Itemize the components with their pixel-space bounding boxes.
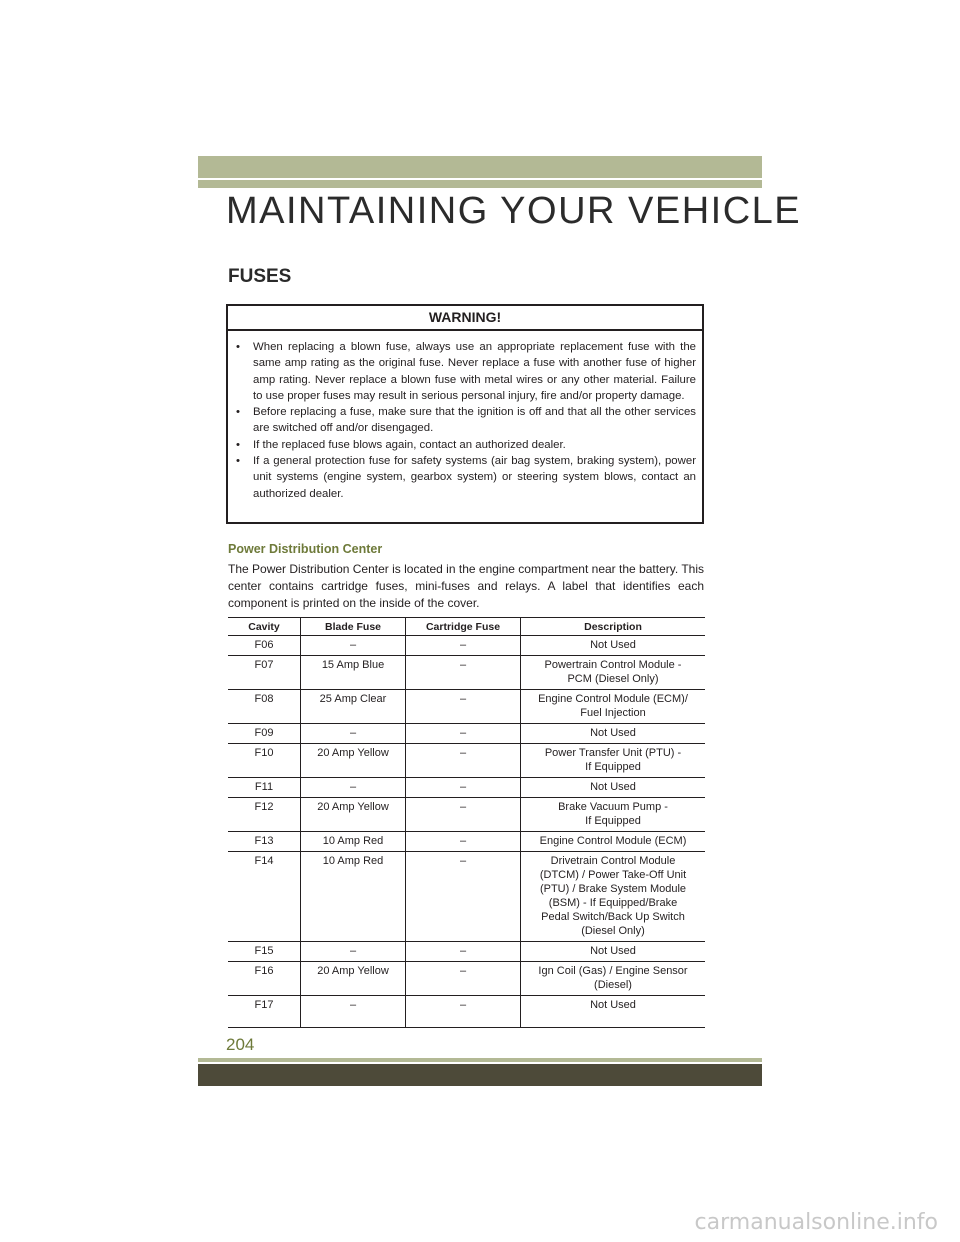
table-row: [228, 690, 705, 724]
cell-description: Engine Control Module (ECM): [521, 832, 706, 852]
cell-description: Not Used: [521, 724, 706, 744]
table-row: [228, 942, 705, 962]
cell-blade-fuse: 20 Amp Yellow: [301, 962, 406, 996]
cell-cavity: F07: [228, 656, 301, 690]
cell-cartridge-fuse: –: [406, 962, 521, 996]
watermark: carmanualsonline.info: [694, 1210, 938, 1235]
footer-band-thin: [198, 1058, 762, 1062]
cell-blade-fuse: 10 Amp Red: [301, 852, 406, 942]
cell-cartridge-fuse: –: [406, 778, 521, 798]
cell-blade-fuse: 15 Amp Blue: [301, 656, 406, 690]
bullet-icon: •: [236, 438, 240, 451]
table-row: [228, 832, 705, 852]
cell-blade-fuse: 25 Amp Clear: [301, 690, 406, 724]
cell-cavity: F11: [228, 778, 301, 798]
cell-description: Powertrain Control Module - PCM (Diesel Only): [521, 656, 706, 690]
cell-cartridge-fuse: –: [406, 852, 521, 942]
table-header-row: [228, 618, 705, 636]
intro-paragraph: The Power Distribution Center is located in the engine compartment near the battery. This center contains cartridge fuses, mini-fuses and relays. A label that identifies each component is printed on the inside of the cover.: [228, 562, 704, 610]
table-row: [228, 724, 705, 744]
column-header-blade-fuse: Blade Fuse: [301, 618, 406, 636]
column-header-cavity: Cavity: [228, 618, 301, 636]
cell-description: Not Used: [521, 636, 706, 656]
page-number: 204: [226, 1035, 255, 1054]
cell-cavity: F06: [228, 636, 301, 656]
cell-blade-fuse: –: [301, 636, 406, 656]
cell-cavity: F10: [228, 744, 301, 778]
bullet-icon: •: [236, 406, 240, 419]
cell-description: Not Used: [521, 778, 706, 798]
cell-cavity: F12: [228, 798, 301, 832]
table-row: [228, 798, 705, 832]
cell-description: Not Used: [521, 942, 706, 962]
cell-cartridge-fuse: –: [406, 636, 521, 656]
cell-blade-fuse: –: [301, 724, 406, 744]
column-header-cartridge-fuse: Cartridge Fuse: [406, 618, 521, 636]
cell-description: Not Used: [521, 996, 706, 1028]
cell-blade-fuse: 20 Amp Yellow: [301, 744, 406, 778]
warning-title: WARNING!: [228, 306, 702, 331]
cell-cavity: F17: [228, 996, 301, 1028]
warning-item: • Before replacing a fuse, make sure that the ignition is off and that all the other services are switched off and/or disengaged.: [236, 406, 696, 435]
table-row: [228, 744, 705, 778]
cell-cavity: F16: [228, 962, 301, 996]
section-title: MAINTAINING YOUR VEHICLE: [226, 190, 802, 232]
table-row: [228, 852, 705, 942]
cell-cartridge-fuse: –: [406, 724, 521, 744]
warning-list: [236, 339, 696, 502]
cell-blade-fuse: –: [301, 996, 406, 1028]
table-row: [228, 996, 705, 1028]
cell-description: Power Transfer Unit (PTU) - If Equipped: [521, 744, 706, 778]
bullet-icon: •: [236, 455, 240, 468]
cell-description: Drivetrain Control Module (DTCM) / Power Take-Off Unit (PTU) / Brake System Module (BSM) - If Equipped/Brake Pedal Switch/Back Up Switch (Diesel Only): [521, 852, 706, 942]
cell-cartridge-fuse: –: [406, 798, 521, 832]
cell-cavity: F14: [228, 852, 301, 942]
cell-cavity: F09: [228, 724, 301, 744]
cell-blade-fuse: –: [301, 942, 406, 962]
table-row: [228, 636, 705, 656]
fuse-table: [228, 617, 705, 1028]
cell-cartridge-fuse: –: [406, 996, 521, 1028]
cell-description: Engine Control Module (ECM)/ Fuel Injection: [521, 690, 706, 724]
warning-box: [226, 304, 704, 524]
warning-item: • If the replaced fuse blows again, contact an authorized dealer.: [236, 437, 696, 453]
cell-cartridge-fuse: –: [406, 656, 521, 690]
cell-blade-fuse: –: [301, 778, 406, 798]
bullet-icon: •: [236, 341, 240, 353]
cell-cartridge-fuse: –: [406, 690, 521, 724]
subheading: Power Distribution Center: [228, 542, 383, 556]
cell-blade-fuse: 20 Amp Yellow: [301, 798, 406, 832]
warning-item: • When replacing a blown fuse, always use an appropriate replacement fuse with the same amp rating as the original fuse. Never replace a fuse with another fuse of higher amp rating. Never replace a blown fuse with metal wires or any other material. Failure to use proper fuses may result in serious personal injury, fire and/or property damage.: [236, 341, 696, 402]
table-row: [228, 778, 705, 798]
footer-band: [198, 1064, 762, 1086]
cell-description: Brake Vacuum Pump - If Equipped: [521, 798, 706, 832]
cell-cartridge-fuse: –: [406, 744, 521, 778]
column-header-description: Description: [521, 618, 706, 636]
cell-cavity: F13: [228, 832, 301, 852]
cell-cartridge-fuse: –: [406, 942, 521, 962]
cell-cartridge-fuse: –: [406, 832, 521, 852]
warning-item: • If a general protection fuse for safety systems (air bag system, braking system), power unit systems (engine system, gearbox system) or steering system blows, contact an authorized dealer.: [236, 455, 696, 500]
header-band-thin: [198, 180, 762, 188]
cell-blade-fuse: 10 Amp Red: [301, 832, 406, 852]
header-band: [198, 156, 762, 178]
cell-cavity: F15: [228, 942, 301, 962]
table-row: [228, 656, 705, 690]
cell-cavity: F08: [228, 690, 301, 724]
table-row: [228, 962, 705, 996]
page-heading: FUSES: [228, 266, 292, 287]
cell-description: Ign Coil (Gas) / Engine Sensor (Diesel): [521, 962, 706, 996]
